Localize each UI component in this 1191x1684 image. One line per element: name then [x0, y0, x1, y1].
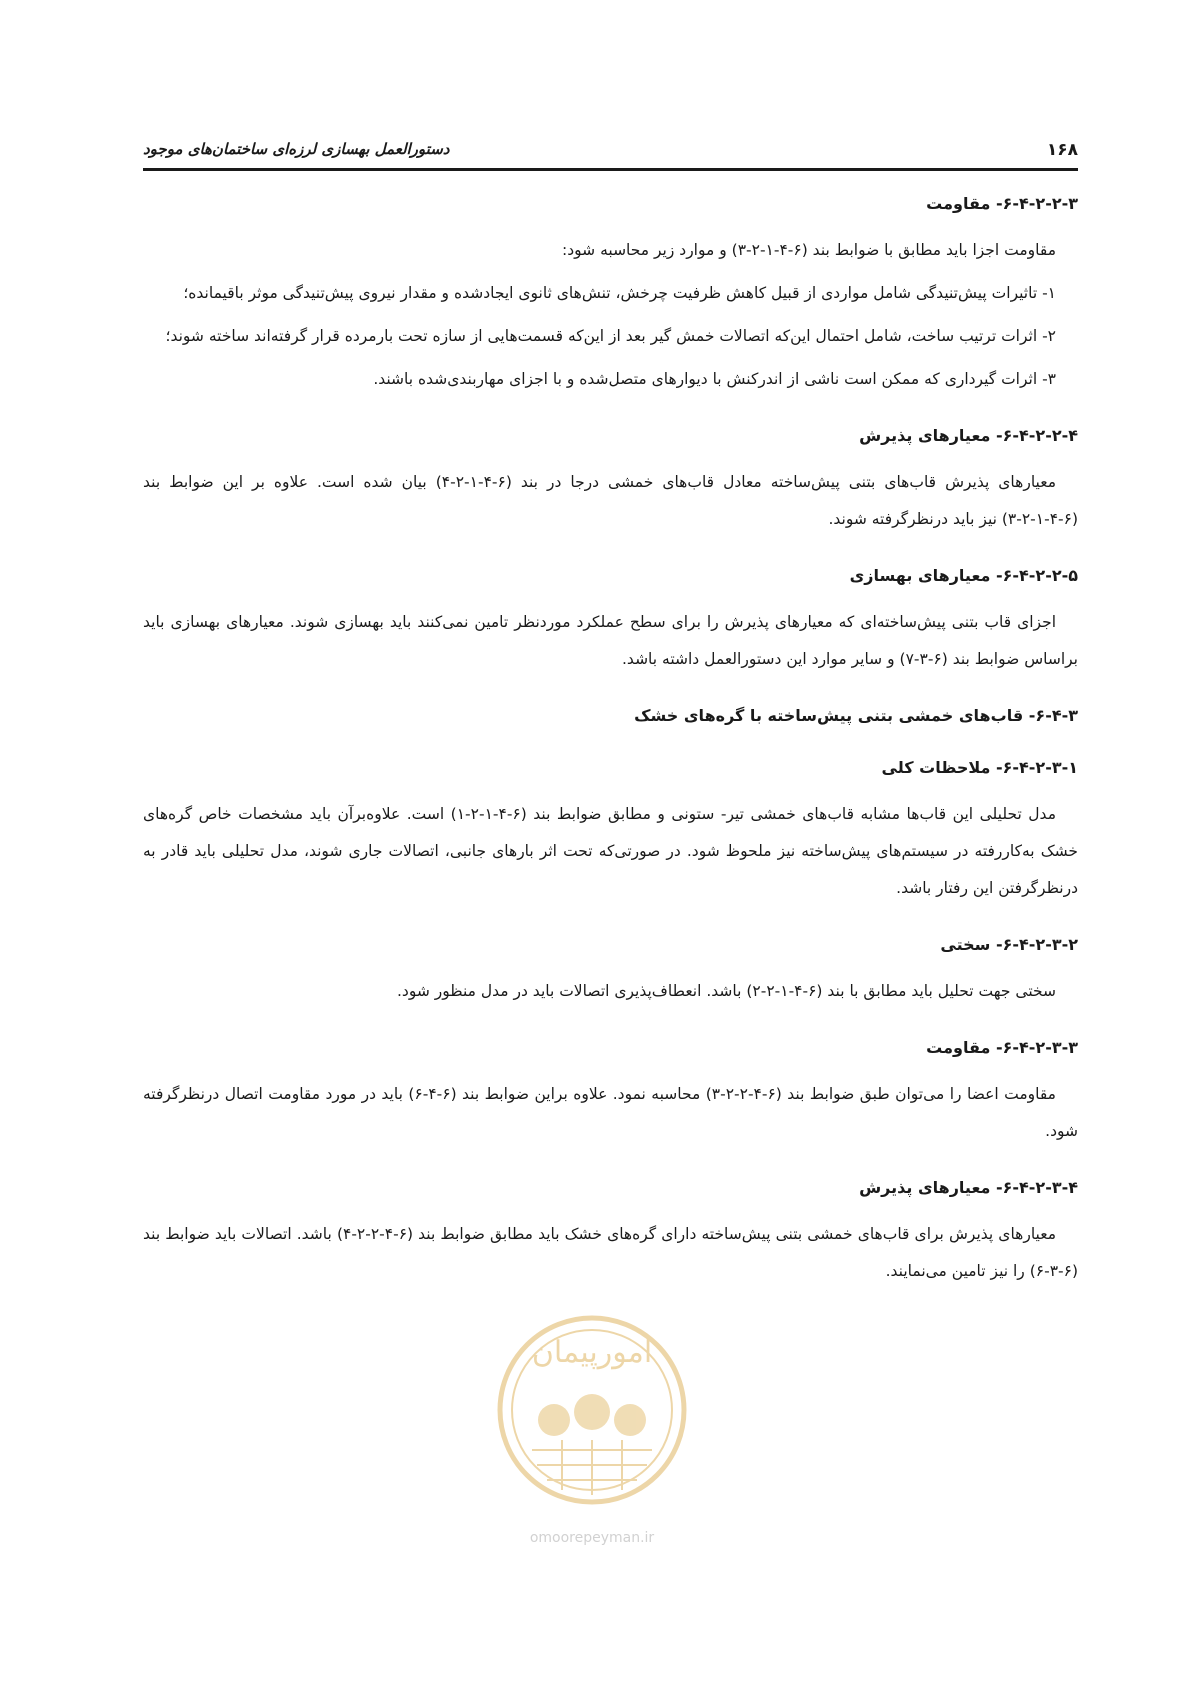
section-heading: ۶-۴-۲-۳-۲- سختی: [940, 935, 1078, 954]
section: [143, 422, 1078, 538]
section-heading: ۶-۴-۲-۲-۳- مقاومت: [926, 194, 1078, 213]
section-heading: ۶-۴-۲-۳-۳- مقاومت: [926, 1038, 1078, 1057]
paragraph: ۲- اثرات ترتیب ساخت، شامل احتمال این‌که اتصالات خمش گیر بعد از این‌که قسمت‌هایی از سازه تحت بارمرده قرار گرفته‌اند ساخته شوند؛: [165, 327, 1056, 345]
section-heading: ۶-۴-۳- قاب‌های خمشی بتنی پیش‌ساخته با گره‌های خشک: [634, 706, 1078, 725]
watermark-logo-text: امورپیمان: [531, 1335, 653, 1370]
watermark-logo-icon: [492, 1300, 692, 1530]
paragraph: ۱- تاثیرات پیش‌تنیدگی شامل مواردی از قبیل کاهش ظرفیت چرخش، تنش‌های ثانوی ایجادشده و مقدار نیروی پیش‌تنیدگی موثر باقیمانده؛: [183, 284, 1056, 302]
watermark: [492, 1300, 692, 1550]
section: [143, 562, 1078, 678]
section: [143, 931, 1078, 1010]
page-number: ۱۶۸: [1046, 140, 1078, 160]
paragraph: ۳- اثرات گیرداری که ممکن است ناشی از اندرکنش با دیوارهای متصل‌شده و با اجزای مهاربندی‌شده باشند.: [373, 370, 1056, 388]
paragraph: اجزای قاب بتنی پیش‌ساخته‌ای که معیارهای پذیرش را برای سطح عملکرد موردنظر تامین نمی‌کنند باید بهسازی شوند. معیارهای بهسازی باید براساس ضوابط بند (۶-۳-۷) و سایر موارد این دستورالعمل داشته باشد.: [143, 613, 1078, 668]
section: [143, 190, 1078, 398]
section-heading: ۶-۴-۲-۲-۴- معیارهای پذیرش: [859, 426, 1078, 445]
section-heading: ۶-۴-۲-۲-۵- معیارهای بهسازی: [849, 566, 1078, 585]
page-header: [143, 140, 1078, 166]
section: [143, 1034, 1078, 1150]
section-heading: ۶-۴-۲-۳-۴- معیارهای پذیرش: [859, 1178, 1078, 1197]
paragraph: سختی جهت تحلیل باید مطابق با بند (۶-۴-۱-۲-۲) باشد. انعطاف‌پذیری اتصالات باید در مدل منظور شود.: [397, 982, 1056, 1000]
paragraph: معیارهای پذیرش برای قاب‌های خمشی بتنی پیش‌ساخته دارای گره‌های خشک باید مطابق ضوابط بند (۶-۴-۲-۲-۴) باشد. اتصالات باید ضوابط بند (۶-۳-۶) را نیز تامین می‌نمایند.: [143, 1225, 1078, 1280]
running-title: دستورالعمل بهسازی لرزه‌ای ساختمان‌های موجود: [143, 140, 450, 158]
paragraph: مقاومت اجزا باید مطابق با ضوابط بند (۶-۴-۱-۲-۳) و موارد زیر محاسبه شود:: [562, 241, 1056, 259]
paragraph: مدل تحلیلی این قاب‌ها مشابه قاب‌های خمشی تیر- ستونی و مطابق ضوابط بند (۶-۴-۱-۲-۱) است. علاوه‌برآن باید مشخصات خاص گره‌های خشک به‌کاررفته در سیستم‌های پیش‌ساخته نیز ملحوظ شود. در صورتی‌که تحت اثر بارهای جانبی، اتصالات جاری شوند، مدل تحلیلی باید قادر به درنظرگرفتن این رفتار باشد.: [143, 805, 1078, 897]
watermark-url: omoorepeyman.ir: [529, 1530, 655, 1546]
paragraph: مقاومت اعضا را می‌توان طبق ضوابط بند (۶-۴-۲-۲-۳) محاسبه نمود. علاوه براین ضوابط بند (۶-۴-۶) باید در مورد مقاومت اتصال درنظرگرفته شود.: [143, 1085, 1078, 1140]
header-divider: [143, 168, 1078, 171]
section: [143, 754, 1078, 907]
section: [143, 702, 1078, 730]
section-heading: ۶-۴-۲-۳-۱- ملاحظات کلی: [881, 758, 1078, 777]
document-body: [143, 190, 1078, 1314]
paragraph: معیارهای پذیرش قاب‌های بتنی پیش‌ساخته معادل قاب‌های خمشی درجا در بند (۶-۴-۱-۲-۴) بیان شده است. علاوه بر این ضوابط بند (۶-۴-۱-۲-۳) نیز باید درنظرگرفته شوند.: [143, 473, 1078, 528]
section: [143, 1174, 1078, 1290]
